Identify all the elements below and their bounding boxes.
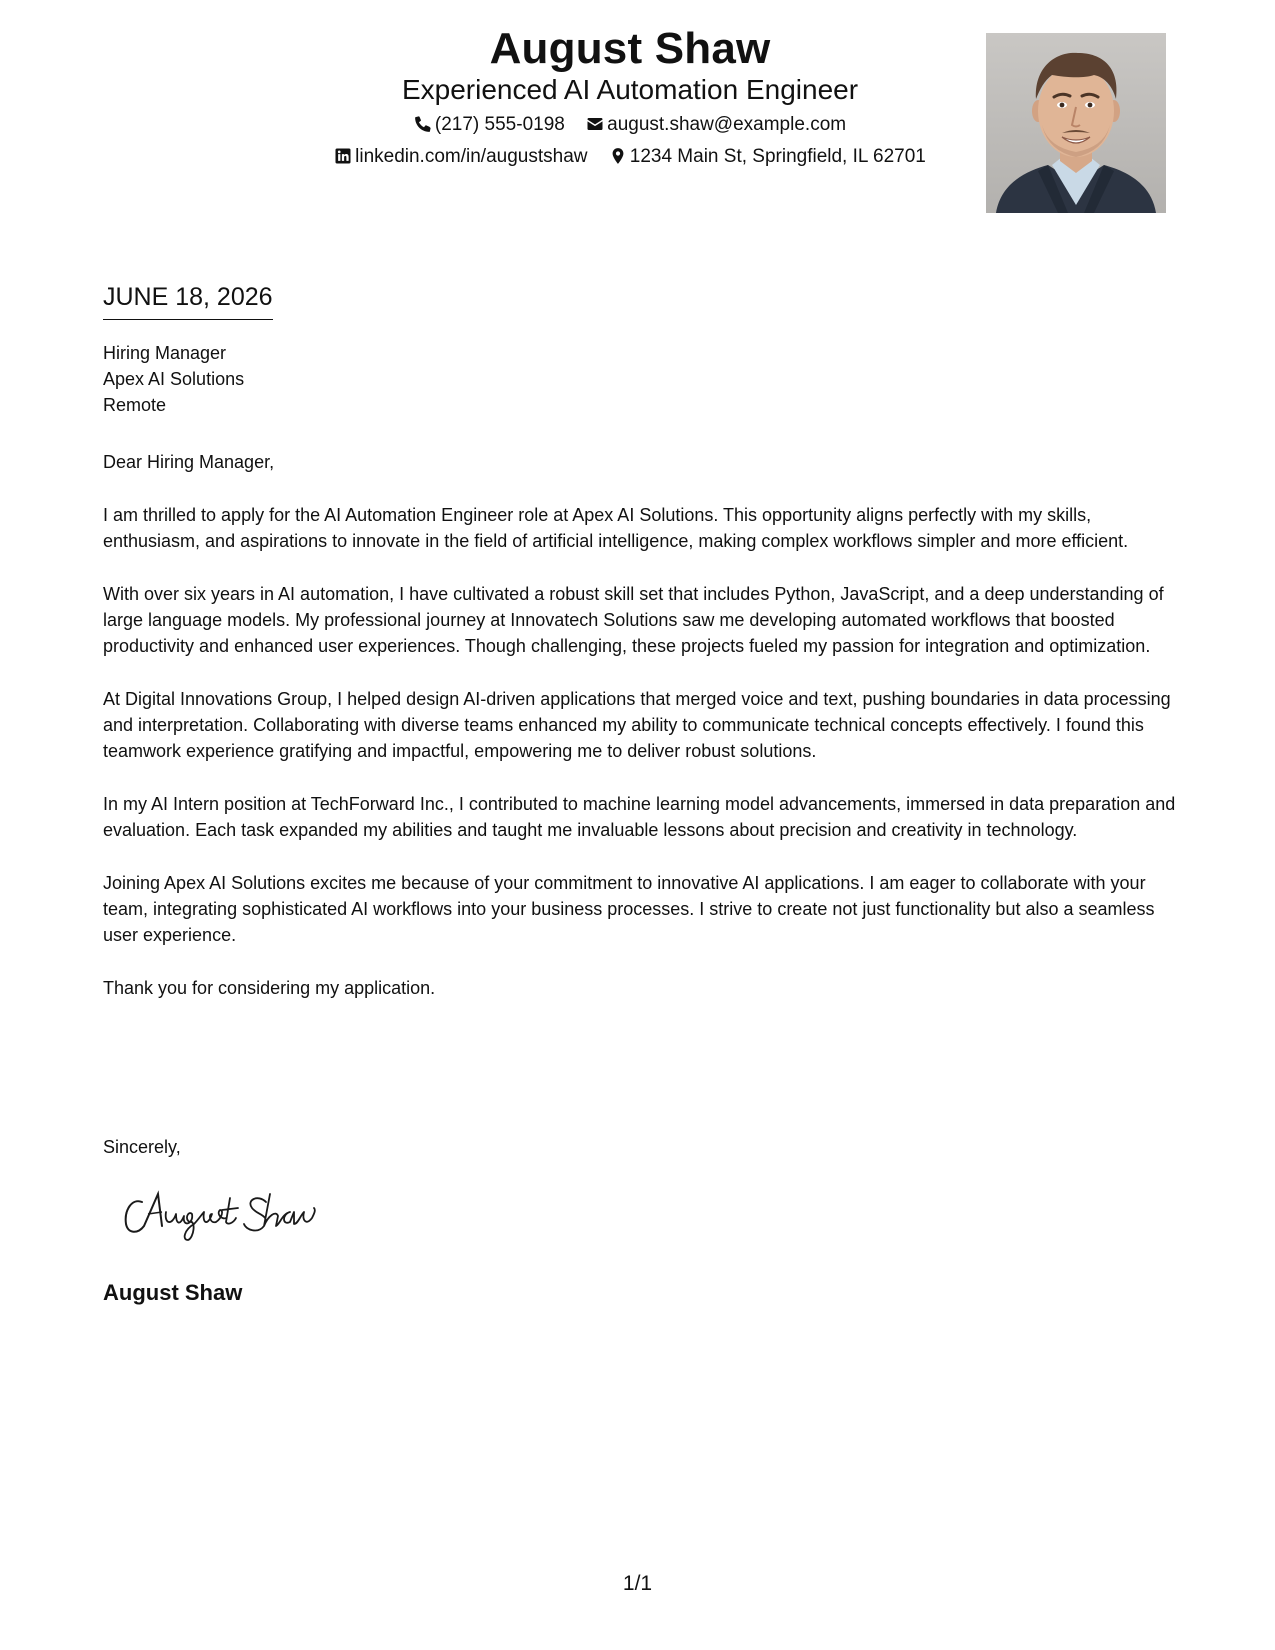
letter-date: JUNE 18, 2026 (103, 281, 273, 320)
applicant-title: Experienced AI Automation Engineer (401, 74, 859, 105)
contact-address (609, 144, 926, 170)
paragraph-motivation: Joining Apex AI Solutions excites me because of your commitment to innovative AI applications. I am eager to collaborate with your team, integrating sophisticated AI workflows into your business processes. I strive to create not just functionality but also a seamless user experience. (103, 872, 1155, 946)
contact-phone[interactable] (414, 112, 565, 138)
recipient-company: Apex AI Solutions (103, 369, 245, 389)
email-address: august.shaw@example.com (607, 114, 847, 135)
paragraph-intro: I am thrilled to apply for the AI Automation Engineer role at Apex AI Solutions. This opportunity aligns perfectly with my skills, enthusiasm, and aspirations to innovate in the field of artificial intelligence, making complex workflows simpler and more efficient. (103, 504, 1129, 551)
phone-icon (414, 115, 432, 133)
paragraph-digital-innovations: At Digital Innovations Group, I helped design AI-driven applications that merged voice and text, pushing boundaries in data processing and interpretation. Collaborating with diverse teams enhanced my ability to communicate technical concepts effectively. I found this teamwork experience gratifying and impactful, empowering me to deliver robust solutions. (103, 688, 1171, 762)
page-number: 1/1 (622, 1572, 653, 1595)
recipient-block (103, 340, 244, 418)
signer-name: August Shaw (103, 1280, 243, 1305)
contact-linkedin[interactable] (334, 144, 587, 170)
map-pin-icon (609, 147, 627, 165)
letter-body (103, 449, 1183, 1028)
salutation: Dear Hiring Manager, (103, 452, 275, 472)
phone-number: (217) 555-0198 (434, 114, 565, 135)
recipient-location: Remote (103, 395, 167, 415)
applicant-name: August Shaw (489, 24, 771, 73)
handwritten-signature (118, 1180, 358, 1250)
paragraph-thanks: Thank you for considering my application. (103, 977, 436, 998)
closing: Sincerely, (103, 1137, 181, 1157)
profile-photo (986, 33, 1166, 213)
linkedin-icon (334, 147, 352, 165)
paragraph-experience: With over six years in AI automation, I have cultivated a robust skill set that includes Python, JavaScript, and a deep understanding of large language models. My professional journey at Innovatech Solutions saw me developing automated workflows that boosted productivity and enhanced user experiences. Though challenging, these projects fueled my passion for integration and optimization. (103, 583, 1164, 657)
linkedin-url: linkedin.com/in/augustshaw (355, 146, 588, 167)
envelope-icon (586, 115, 604, 133)
street-address: 1234 Main St, Springfield, IL 62701 (629, 146, 926, 167)
recipient-name: Hiring Manager (103, 343, 227, 363)
letter-header (0, 0, 1275, 230)
paragraph-internship: In my AI Intern position at TechForward Inc., I contributed to machine learning model advancements, immersed in data preparation and evaluation. Each task expanded my abilities and taught me invaluable lessons about precision and creativity in technology. (103, 793, 1176, 841)
contact-email[interactable] (586, 112, 846, 138)
